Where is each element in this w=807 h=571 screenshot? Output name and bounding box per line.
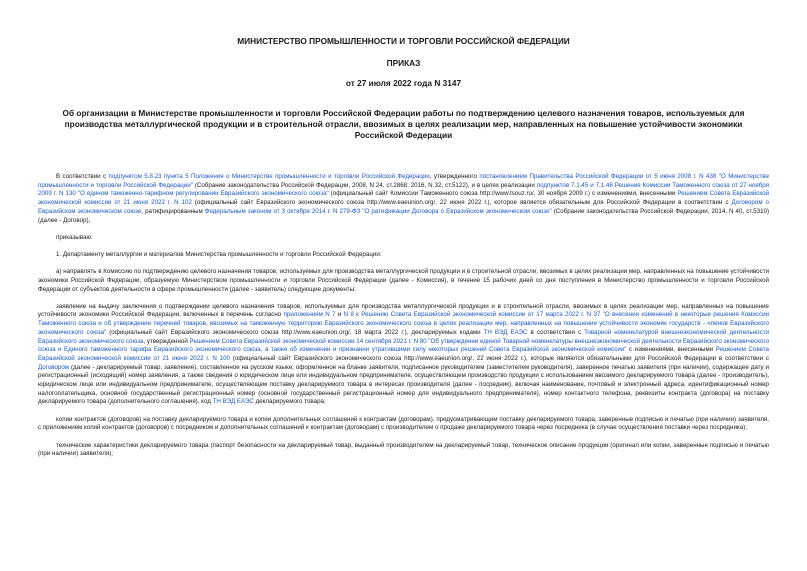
document-link[interactable]: Федеральным законом от 3 октября 2014 г. N 279-ФЗ "О ратификации Договора о Евразийском экономическом союзе" [204,207,552,215]
paragraph-order-word [38,234,769,243]
document-link[interactable]: Договором о Евразийском экономическом союзе [38,199,769,215]
document-link[interactable]: Товарной номенклатурой внешнеэкономической деятельности Евразийского экономического союза [38,328,770,345]
paragraph-text: копии контрактов (договоров) на поставку декларируемого товара и копии дополнительных соглашений к контрактам (договорам), предусматривающим поставку декларируемого товара, заверенные подписью и печатью (при наличии) заявителя, с приложением копий контрактов (договоров) с посредником и дополнительных соглашений к контрактам (договорам) с производителем о продаже декларируемого товара через посредника (в случае осуществления поставки через посредника); [38,415,769,432]
paragraph-contracts [38,416,769,433]
paragraph-text: а) направлять в Комиссию по подтверждению целевого назначения товаров, используемых для производства металлургической продукции и в строительной отрасли, ввозимых в целях реализации мер, направленных на повышение устойчивости экономики Российской Федерации, образуемую Министерством промышленности и торговли Российской Федерации (далее - Комиссия), в течение 15 рабочих дней со дня поступления в Министерство промышленности и торговли Российской Федерации от субъектов деятельности в сфере промышленности (далее - заявитель) следующие документы: [38,268,769,293]
document-link[interactable]: Решением Совета Евразийской экономической комиссии от 21 июня 2022 г. N 100 [38,346,769,362]
paragraph-text: 1. Департаменту металлургии и материалов Министерства промышленности и торговли Российской Федерации: [56,250,382,258]
document-link[interactable]: Договором [38,363,70,371]
document-type: ПРИКАЗ [386,58,421,68]
paragraph-preamble [38,173,769,225]
document-link[interactable]: Решением Совета Евразийской экономической комиссии от 21 июня 2022 г. N 102 [38,190,770,207]
document-link[interactable]: ТН ВЭД ЕАЭС [483,328,528,336]
paragraph-text: (Собрание законодательства Российской Федерации, 2014, N 40, ст.5310) (далее - Договор), [38,207,770,224]
paragraph-text: приказываю: [56,233,93,241]
paragraph-text: (официальный сайт Комиссии Таможенного союза http://www.tsouz.ru/, 30 ноября 2009 г.) с изменениями, внесенными [328,190,678,198]
document-link[interactable]: подпунктов 7.1.45 и 7.1.46 Решения Комиссии Таможенного союза от 27 ноября 2009 г. N 130 "О едином таможенно-тарифном регулировании Евразийского экономического союза" [38,181,769,198]
paragraph-text: в соответствии с [527,328,585,336]
paragraph-text: , утвержденной [143,337,190,345]
ministry-name: МИНИСТЕРСТВО ПРОМЫШЛЕННОСТИ И ТОРГОВЛИ РОССИЙСКОЙ ФЕДЕРАЦИИ [237,36,570,46]
document-link[interactable]: ТН ВЭД ЕАЭС [212,398,254,406]
paragraph-text: и [335,311,344,319]
paragraph-text: заявление на выдачу заключения о подтверждении целевого назначения товаров, используемых для производства металлургической продукции и в строительной отрасли, ввозимых в целях реализации мер, направленных на повышение устойчивости экономики Российской Федерации, включенных в перечень согласно [38,302,769,319]
document-link[interactable]: N 8 к Решению Совета Евразийской экономической комиссии от 17 марта 2022 г. N 37 "О внесении изменений в некоторые решения Комиссии Таможенного союза и об утверждении перечней товаров, ввозимых на таможенную территорию Евразийского экономического союза в целях реализации мер, направленных на повышение устойчивости экономик государств - членов Евразийского экономического союза" [38,311,769,336]
paragraph-specs [38,442,769,459]
paragraph-application [38,303,769,407]
paragraph-text: (далее - декларируемый товар, заявление), составленное на русском языке, оформленное на бланке заявителя, подписанное руководителем (заместителем руководителя), заверенное печатью заявителя (при наличии), содержащее дату и регистрационный (исходящий) номер заявления, а также сведения о юридическом лице или индивидуальном предпринимателе, осуществляющем производство продукции с использованием ввозимого декларируемого товара (далее - производитель), юридическом лице или индивидуальном предпринимателе, осуществляющем поставку декларируемого товара в интересах производителя (далее - посредник), включая наименование, почтовый и электронный адреса, идентификационный номер налогоплательщика, основной государственный регистрационный номер (основной государственный регистрационный номер для индивидуального предпринимателя), номер контактного телефона, реквизиты контракта (договора) на поставку декларируемого товара (дополнительного соглашения), код [38,363,769,406]
paragraph-item-1a [38,268,769,294]
paragraph-text: (официальный сайт Евразийского экономического союза http://www.eaeunion.org/, 18 марта 2022 г.), декларируемых кодами [106,328,484,336]
paragraph-text: (официальный сайт Евразийского экономического союза http://www.eaeunion.org/, 22 июня 2022 г.), которые являются обязательными для Российской Федерации в соответствии с [230,354,769,362]
document-body [38,173,769,459]
paragraph-text: , ратифицированным [141,207,205,215]
paragraph-text: декларируемого товара; [253,398,326,406]
paragraph-text: , утвержденного [429,173,480,180]
paragraph-text: с изменениями, внесенными [626,346,716,354]
document-date-number: от 27 июля 2022 года N 3147 [345,78,462,88]
document-link[interactable]: приложениям N 7 [283,311,336,319]
paragraph-item-1 [38,251,769,260]
document-link[interactable]: постановлением Правительства Российской Федерации от 5 июня 2008 г. N 438 "О Министерстве промышленности и торговли Российской Федерации" [38,173,770,189]
document-title: Об организации в Министерстве промышленности и торговли Российской Федерации работы по подтверждению целевого назначения товаров, используемых для производства металлургической продукции и в строительной отрасли, ввозимых в целях реализации мер, направленных на повышение устойчивости экономики Российской Федерации [62,108,745,140]
paragraph-text: технические характеристики декларируемого товара (паспорт безопасности на декларируемый товар, выданный производителем на декларируемый товар, техническое описание продукции (оригинал или копии, заверенные подписью и печатью (при наличии) заявителя); [38,441,769,458]
document-link[interactable]: Решением Совета Евразийской экономической комиссии 14 сентября 2021 г. N 80 "Об утверждении единой Товарной номенклатуры внешнеэкономической деятельности Евразийского экономического союза и Единого таможенного тарифа Евразийского экономического союза, а также об изменении и признании утратившими силу некоторых решений Совета Евразийской экономической комиссии" [38,337,770,354]
paragraph-text: В соответствии с [56,173,109,180]
document-link[interactable]: подпунктом 5.8.23 пункта 5 Положения о Министерстве промышленности и торговли Российской Федерации [108,173,430,180]
paragraph-text: (официальный сайт Евразийского экономического союза http://www.eaeunion.org/, 22 июня 2022 г.), которое является обязательным для Российской Федерации в соответствии с [191,199,732,207]
paragraph-text: (Собрание законодательства Российской Федерации, 2008, N 24, ст.2868; 2016, N 32, ст.5122), и в целях реализации [192,181,537,189]
